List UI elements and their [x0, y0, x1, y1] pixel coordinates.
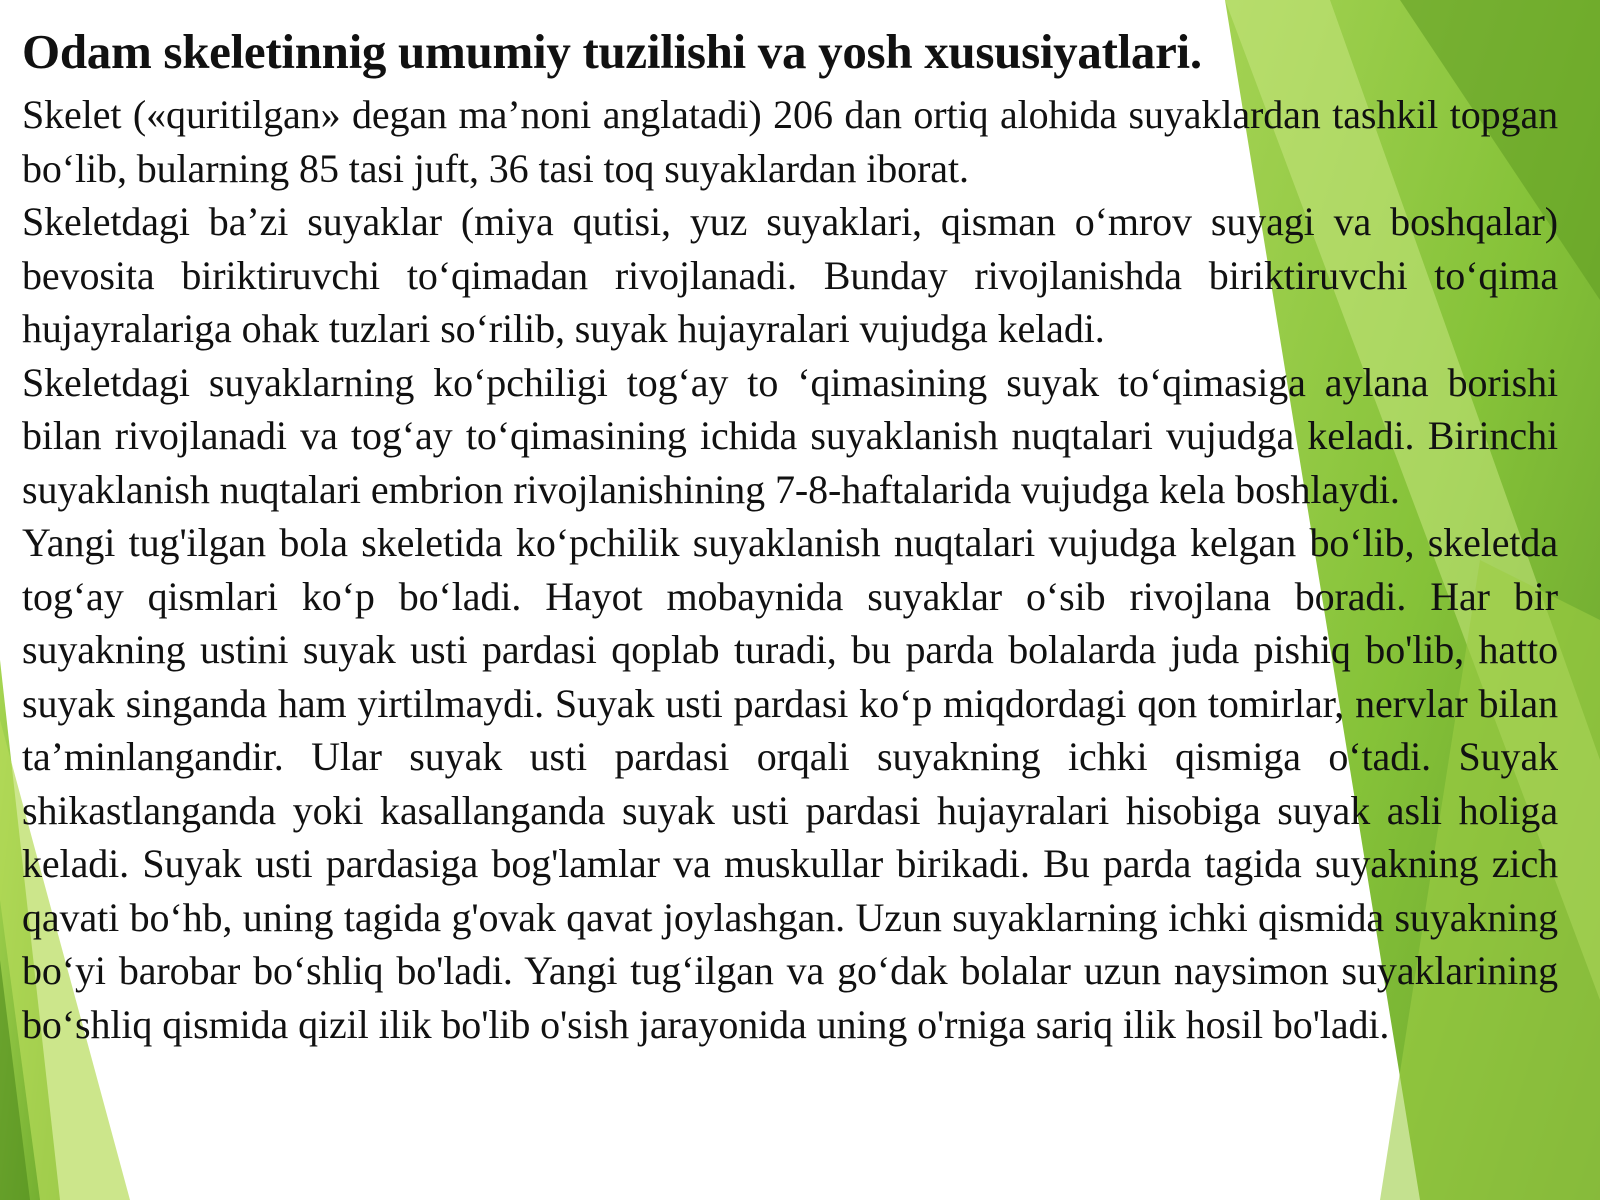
slide-content — [22, 20, 1558, 1195]
paragraph-1: Skelet («quritilgan» degan ma’noni anglatadi) 206 dan ortiq alohida suyaklardan tashkil topgan bo‘lib, bularning 85 tasi juft, 36 tasi toq suyaklardan iborat. — [22, 92, 1558, 191]
paragraph-2: Skeletdagi ba’zi suyaklar (miya qutisi, yuz suyaklari, qisman o‘mrov suyagi va boshqalar) bevosita biriktiruvchi to‘qimadan rivojlanadi. Bunday rivojlanishda biriktiruvchi to‘qima hujayralariga ohak tuzlari so‘rilib, suyak hujayralari vujudga keladi. — [22, 199, 1558, 351]
paragraph-4: Yangi tug'ilgan bola skeletida ko‘pchilik suyaklanish nuqtalari vujudga kelgan bo‘lib, skeletda tog‘ay qismlari ko‘p bo‘ladi. Hayot mobaynida suyaklar o‘sib rivojlana boradi. Har bir suyakning ustini suyak usti pardasi qoplab turadi, bu parda bolalarda juda pishiq bo'lib, hatto suyak singanda ham yirtilmaydi. Suyak usti pardasi ko‘p miqdordagi qon tomirlar, nervlar bilan ta’minlangandir. Ular suyak usti pardasi orqali suyakning ichki qismiga o‘tadi. Suyak shikastlanganda yoki kasallanganda suyak usti pardasi hujayralari hisobiga suyak asli holiga keladi. Suyak usti pardasiga bog'lamlar va muskullar birikadi. Bu parda tagida suyakning zich qavati bo‘hb, uning tagida g'ovak qavat joylashgan. Uzun suyaklarning ichki qismida suyakning bo‘yi barobar bo‘shliq bo'ladi. Yangi tug‘ilgan va go‘dak bolalar uzun naysimon suyaklarining bo‘shliq qismida qizil ilik bo'lib o'sish jarayonida uning o'rniga sariq ilik hosil bo'ladi. — [22, 520, 1558, 1047]
paragraph-3: Skeletdagi suyaklarning ko‘pchiligi tog‘ay to ‘qimasining suyak to‘qimasiga aylana borishi bilan rivojlanadi va tog‘ay to‘qimasining ichida suyaklanish nuqtalari vujudga keladi. Birinchi suyaklanish nuqtalari embrion rivojlanishining 7-8-haftalarida vujudga kela boshlaydi. — [22, 359, 1558, 512]
slide-title: Odam skeletinnig umumiy tuzilishi va yosh xususiyatlari. — [22, 24, 1202, 79]
